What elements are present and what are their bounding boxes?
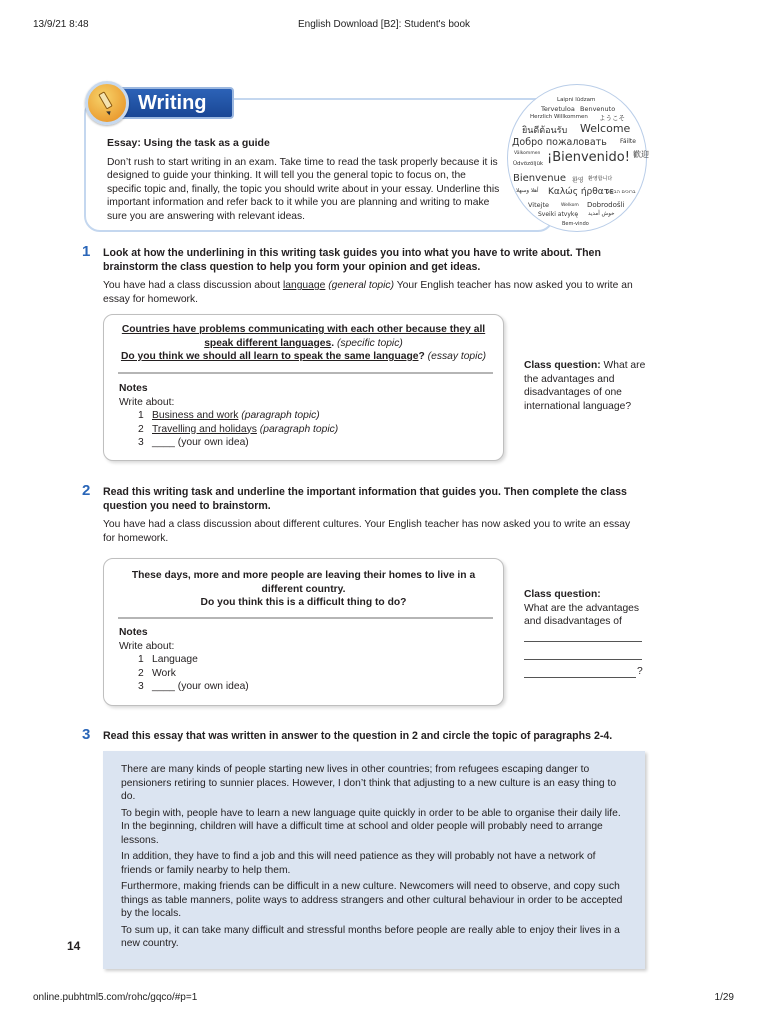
underlined-text: Travelling and holidays [152, 423, 257, 435]
underlined-text: Countries have problems communicating with each other because they all speak different languages [121, 324, 486, 349]
italic-note: (specific topic) [334, 337, 403, 349]
task1-context [103, 279, 643, 306]
print-page-count: 1/29 [714, 992, 734, 1003]
item-number: 3 [138, 437, 144, 448]
welcome-word: Sveiki atvykę [538, 211, 579, 218]
print-title: English Download [B2]: Student's book [297, 19, 471, 30]
notes-item [119, 436, 338, 450]
welcome-word: Välkommen [514, 151, 541, 156]
welcome-word: ยินดีต้อนรับ [522, 126, 568, 136]
writing-section-label: Writing [108, 87, 234, 119]
welcome-word: Vitejte [528, 201, 550, 209]
writing-tip-content [107, 137, 502, 223]
class-question-end: ? [637, 666, 643, 677]
class-question-text: What are the advantages and disadvantages of one international language? [524, 360, 646, 412]
italic-note: (essay topic) [424, 351, 487, 362]
welcome-word: Welkom [561, 203, 579, 208]
task2-context: You have had a class discussion about different cultures. Your English teacher has now asked you to write an essay for homework. [103, 519, 631, 544]
welcome-word: Welcome [580, 122, 631, 135]
underlined-text: language [282, 280, 326, 291]
item-number: 2 [138, 667, 144, 679]
notes-subheading: Write about: [119, 396, 175, 408]
text-span: Your English teacher has now asked you to write an essay for homework. [103, 280, 633, 305]
underlined-text: Do you think we should all learn to speak the same language [120, 351, 419, 362]
class-question-text: What are the advantages and disadvantages of [524, 602, 640, 627]
page-number: 14 [67, 939, 81, 953]
underlined-text: Business and work [152, 410, 239, 421]
item-number: 1 [138, 410, 144, 421]
answer-blank-line[interactable] [524, 677, 636, 678]
welcome-word: 환영합니다 [588, 176, 613, 182]
welcome-word: Добро пожаловать [512, 137, 607, 148]
task2-class-question [524, 588, 648, 629]
task-number-1: 1 [82, 243, 91, 260]
welcome-word: Καλώς ήρθατε [548, 187, 614, 197]
notes-item-text: ____ (your own idea) [152, 681, 249, 692]
welcome-word: 歡迎 [633, 150, 649, 159]
print-url: online.pubhtml5.com/rohc/gqco/#p=1 [33, 992, 198, 1003]
welcome-word: خوش آمدید [588, 211, 615, 217]
welcome-word: Bem-vindo [562, 221, 589, 227]
text-span: ? [418, 351, 425, 362]
essay-paragraph: Furthermore, making friends can be difficult in a new culture. Newcomers will need to observe, and copy such things as table manners, polite ways to address strangers and other cultural behaviour in order to be accepted by the locals. [121, 881, 623, 919]
essay-box [103, 751, 645, 969]
answer-blank-line[interactable] [524, 659, 642, 660]
notes-item [119, 423, 338, 437]
item-number: 3 [138, 681, 144, 692]
writing-tip-body: Don’t rush to start writing in an exam. Take time to read the task properly because it is designed to guide your thinking. It will tell you the general topic to focus on, the specific topic and, finally, the topic you should write about in your essay. Underline this important information and refer back to it while you are planning and writing to make sure you are answering with relevant ideas. [107, 156, 500, 222]
notes-item [119, 667, 249, 681]
welcome-word: أهلا وسهلا [516, 188, 539, 194]
welcome-word: 환영 [572, 177, 584, 184]
italic-note: (general topic) [325, 280, 395, 291]
welcome-word: Dobrodošli [587, 201, 625, 209]
essay-paragraph: In addition, they have to find a job and this will need patience as they will probably not have a network of friends or family nearby to help them. [121, 851, 596, 876]
task2-writing-task-box [103, 558, 504, 706]
divider [118, 617, 493, 619]
notes-heading: Notes [119, 627, 148, 638]
task2-question [124, 569, 483, 610]
text-span: You have had a class discussion about [103, 280, 283, 291]
welcome-word: Herzlich Willkommen [530, 114, 588, 120]
notes-subheading: Write about: [119, 640, 175, 652]
task1-writing-task-box [103, 314, 504, 461]
welcome-word-cloud [507, 84, 647, 232]
class-question-heading: Class question: [524, 360, 601, 371]
welcome-word: ようこそ [599, 114, 625, 122]
task2-instruction: Read this writing task and underline the important information that guides you. Then complete the class question you need to brainstorm. [103, 486, 627, 512]
welcome-word: ¡Bienvenido! [547, 150, 630, 165]
task1-class-question [524, 359, 648, 413]
task-question-line: Do you think this is a difficult thing to do? [200, 597, 407, 608]
notes-item-text: Work [152, 667, 176, 679]
welcome-word: Bienvenue [513, 173, 567, 184]
notes-heading: Notes [119, 383, 148, 394]
task-number-3: 3 [82, 726, 91, 743]
text-span: . [331, 337, 335, 349]
welcome-word: Üdvözöljük [513, 161, 544, 167]
task1-notes [119, 382, 338, 450]
notes-item [119, 653, 249, 667]
essay-paragraph: To begin with, people have to learn a new language quite quickly in order to be able to organise their daily life. In the beginning, children will have a difficult time at school and older people will probably need to arrange lessons. [121, 807, 621, 846]
print-datetime: 13/9/21 8:48 [33, 19, 89, 30]
item-number: 1 [138, 654, 144, 665]
italic-note: (paragraph topic) [238, 410, 320, 421]
notes-item-text: ____ (your own idea) [152, 437, 249, 448]
welcome-word: Tervetuloa [541, 105, 575, 113]
task1-question [114, 323, 493, 364]
notes-item-text: Language [152, 654, 198, 665]
task1-instruction: Look at how the underlining in this writing task guides you into what you have to write about. Then brainstorm the class question to help you form your opinion and get ideas. [103, 247, 601, 273]
item-number: 2 [138, 423, 144, 435]
essay-paragraph: To sum up, it can take many difficult and stressful months before people are really able to enjoy their lives in a new country. [121, 924, 620, 949]
notes-item [119, 409, 338, 423]
divider [118, 372, 493, 374]
welcome-word: ברוכים הבאים [606, 189, 636, 195]
answer-blank-line[interactable] [524, 641, 642, 642]
writing-tip-heading: Essay: Using the task as a guide [107, 137, 270, 149]
pencil-icon [85, 81, 129, 125]
welcome-word: Laipni lūdzam [557, 97, 596, 103]
task3-instruction: Read this essay that was written in answer to the question in 2 and circle the topic of paragraphs 2-4. [103, 730, 613, 742]
welcome-word: Fáilte [620, 138, 636, 145]
notes-item [119, 680, 249, 694]
class-question-heading: Class question: [524, 589, 601, 600]
welcome-word: Benvenuto [580, 105, 616, 113]
task-number-2: 2 [82, 482, 91, 499]
italic-note: (paragraph topic) [256, 423, 339, 435]
task-statement: These days, more and more people are leaving their homes to live in a different country. [131, 570, 476, 595]
essay-paragraph: There are many kinds of people starting new lives in other countries; from refugees escaping danger to pensioners retiring to sunnier places. However, I don’t think that adjusting to a new culture is an easy thing to do. [121, 764, 617, 802]
task2-notes [119, 626, 249, 694]
